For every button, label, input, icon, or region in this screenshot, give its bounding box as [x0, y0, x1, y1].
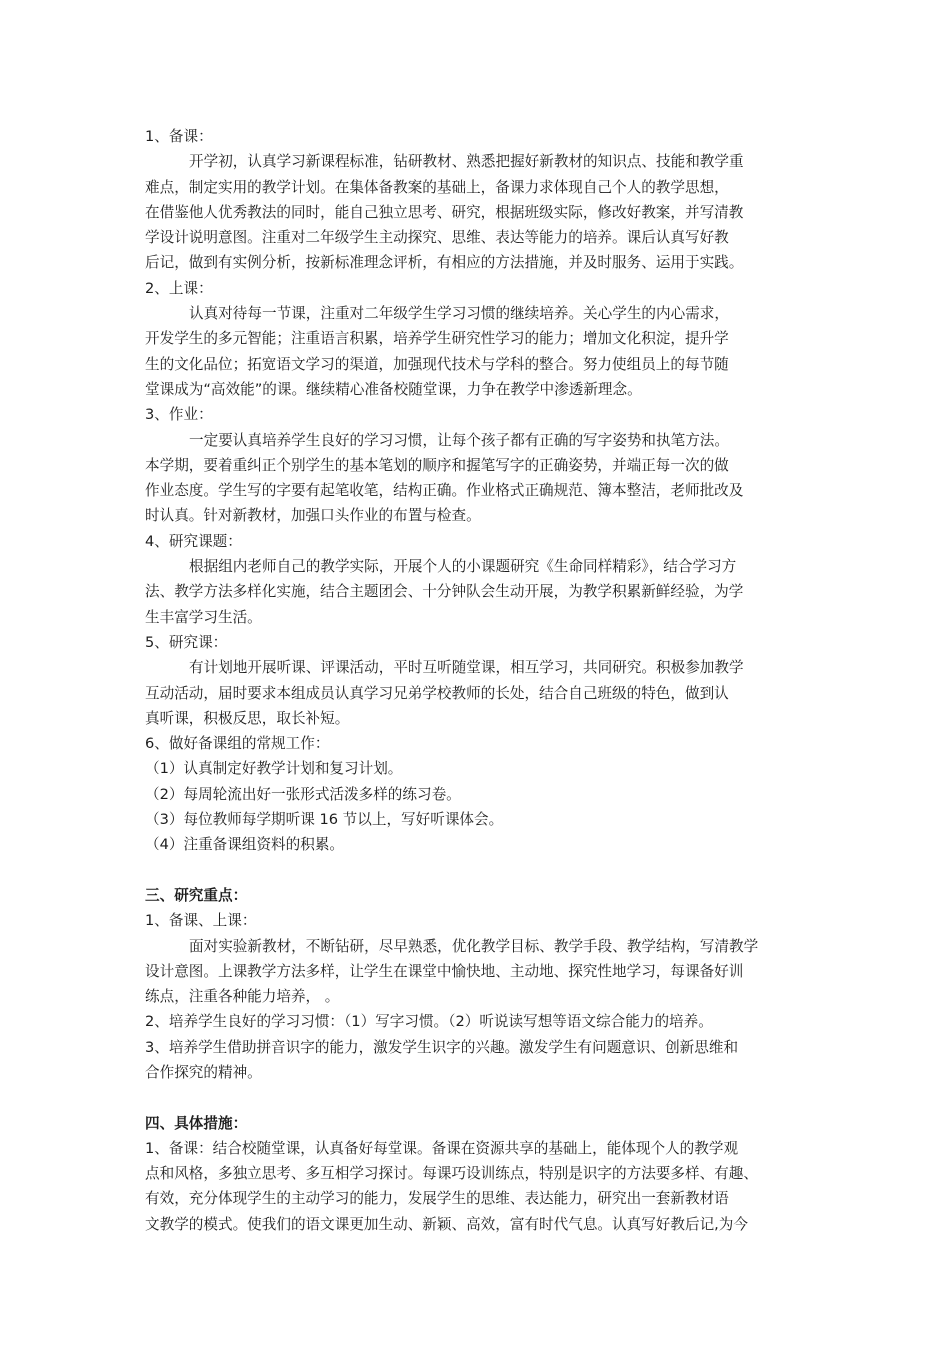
- document-page: [145, 124, 815, 1237]
- list-item: （3）每位教师每学期听课 16 节以上，写好听课体会。: [145, 811, 504, 829]
- para-line: 难点，制定实用的教学计划。在集体备教案的基础上，备课力求体现自己个人的教学思想，: [145, 178, 729, 196]
- para-line: 认真对待每一节课，注重对二年级学生学习习惯的继续培养。关心学生的内心需求，: [189, 305, 729, 323]
- para-line: 练点，注重各种能力培养， 。: [145, 988, 340, 1006]
- para-line: 开学初，认真学习新课程标准，钻研教材、熟悉把握好新教材的知识点、技能和教学重: [189, 153, 744, 171]
- para-line: 有效，充分体现学生的主动学习的能力，发展学生的思维、表达能力，研究出一套新教材语: [145, 1190, 729, 1208]
- para-line: 点和风格，多独立思考、多互相学习探讨。每课巧设训练点，特别是识字的方法要多样、有趣、: [145, 1165, 758, 1183]
- para-line: 生丰富学习生活。: [145, 608, 262, 626]
- para-line: 时认真。针对新教材，加强口头作业的布置与检查。: [145, 507, 481, 525]
- para-line: 合作探究的精神。: [145, 1063, 262, 1081]
- para-line: 作业态度。学生写的字要有起笔收笔，结构正确。作业格式正确规范、簿本整洁，老师批改及: [145, 482, 744, 500]
- heading-prep: 1、备课：: [145, 128, 213, 145]
- para-line: 真听课，积极反思，取长补短。: [145, 709, 350, 727]
- heading-homework: 3、作业：: [145, 406, 213, 424]
- list-item: （4）注重备课组资料的积累。: [145, 836, 345, 854]
- list-item: （2）每周轮流出好一张形式活泼多样的练习卷。: [145, 785, 461, 803]
- section-title-measures: 四、具体措施：: [145, 1114, 248, 1132]
- heading-research-topic: 4、研究课题：: [145, 532, 242, 550]
- para-line: 根据组内老师自己的教学实际，开展个人的小课题研究《生命同样精彩》，结合学习方: [189, 558, 737, 576]
- para-line: 后记，做到有实例分析，按新标准理念评析，有相应的方法措施，并及时服务、运用于实践。: [145, 254, 744, 272]
- para-line: 本学期，要着重纠正个别学生的基本笔划的顺序和握笔写字的正确姿势，并端正每一次的做: [145, 456, 729, 474]
- spacer: [145, 858, 815, 883]
- list-item: （1）认真制定好教学计划和复习计划。: [145, 760, 403, 778]
- para-line: 设计意图。上课教学方法多样，让学生在课堂中愉快地、主动地、探究性地学习，每课备好训: [145, 962, 744, 980]
- para-line: 2、培养学生良好的学习习惯：（1）写字习惯。（2）听说读写想等语文综合能力的培养。: [145, 1013, 713, 1031]
- para-line: 3、培养学生借助拼音识字的能力，激发学生识字的兴趣。激发学生有问题意识、创新思维和: [145, 1038, 739, 1056]
- para-line: 面对实验新教材，不断钻研，尽早熟悉，优化教学目标、教学手段、教学结构，写清教学: [189, 937, 759, 955]
- para-line: 法、教学方法多样化实施，结合主题团会、十分钟队会生动开展，为教学积累新鲜经验，为学: [145, 583, 744, 601]
- para-line: 生的文化品位；拓宽语文学习的渠道，加强现代技术与学科的整合。努力使组员上的每节随: [145, 355, 729, 373]
- heading-routine-work: 6、做好备课组的常规工作：: [145, 735, 330, 753]
- para-line: 堂课成为“高效能”的课。继续精心准备校随堂课，力争在教学中渗透新理念。: [145, 380, 642, 398]
- spacer: [145, 1085, 815, 1110]
- para-line: 一定要认真培养学生良好的学习习惯，让每个孩子都有正确的写字姿势和执笔方法。: [189, 431, 729, 449]
- para-line: 开发学生的多元智能；注重语言积累，培养学生研究性学习的能力；增加文化积淀，提升学: [145, 330, 729, 348]
- para-line: 互动活动，届时要求本组成员认真学习兄弟学校教师的长处，结合自己班级的特色，做到认: [145, 684, 729, 702]
- para-line: 在借鉴他人优秀教法的同时，能自己独立思考、研究，根据班级实际，修改好教案，并写清教: [145, 203, 744, 221]
- heading-class: 2、上课：: [145, 279, 213, 297]
- para-line: 学设计说明意图。注重对二年级学生主动探究、思维、表达等能力的培养。课后认真写好教: [145, 229, 729, 247]
- para-line: 1、备课：结合校随堂课，认真备好每堂课。备课在资源共享的基础上，能体现个人的教学观: [145, 1139, 739, 1157]
- para-line: 有计划地开展听课、评课活动，平时互听随堂课，相互学习，共同研究。积极参加教学: [189, 659, 744, 677]
- heading-research-class: 5、研究课：: [145, 633, 228, 651]
- para-line: 文教学的模式。使我们的语文课更加生动、新颖、高效，富有时代气息。认真写好教后记,为今: [145, 1215, 748, 1233]
- section-title-research-focus: 三、研究重点：: [145, 886, 248, 904]
- heading-prep-class: 1、备课、上课：: [145, 912, 257, 930]
